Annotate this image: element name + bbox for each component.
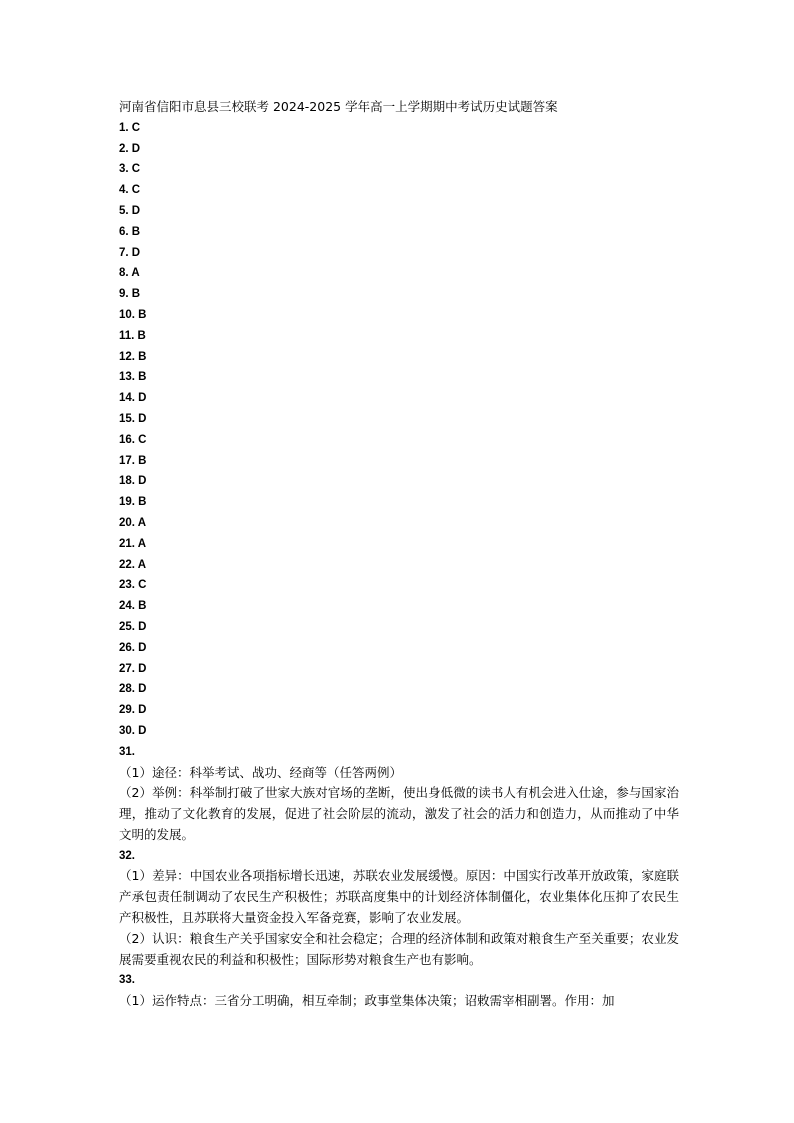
question-32 [119,846,679,971]
question-number: 33. [119,974,135,987]
answer-list [119,118,679,742]
answer-document [119,97,679,1012]
answer-paragraph: （1）运作特点：三省分工明确，相互牵制；政事堂集体决策；诏敕需宰相副署。作用：加 [119,993,615,1009]
answer-item: 17. B [119,454,147,467]
answer-item: 12. B [119,350,147,363]
answer-item: 8. A [119,267,140,280]
answer-item: 13. B [119,371,147,384]
question-number: 32. [119,849,135,862]
answer-item: 29. D [119,704,147,717]
answer-item: 28. D [119,683,147,696]
answer-paragraph: （1）差异：中国农业各项指标增长迅速，苏联农业发展缓慢。原因：中国实行改革开放政策，家庭联产承包责任制调动了农民生产积极性；苏联高度集中的计划经济体制僵化，农业集体化压抑了农民生产积极性，且苏联将大量资金投入军备竞赛，影响了农业发展。 [119,868,679,926]
answer-item: 1. C [119,121,141,134]
answer-item: 10. B [119,308,147,321]
answer-item: 7. D [119,246,141,259]
answer-paragraph: （2）举例：科举制打破了世家大族对官场的垄断，使出身低微的读书人有机会进入仕途，参与国家治理，推动了文化教育的发展，促进了社会阶层的流动，激发了社会的活力和创造力，从而推动了中华文明的发展。 [119,785,679,842]
answer-item: 21. A [119,537,147,550]
question-33 [119,970,679,1012]
document-title: 河南省信阳市息县三校联考 2024-2025 学年高一上学期期中考试历史试题答案 [119,99,558,114]
answer-paragraph: （1）途径：科举考试、战功、经商等（任答两例） [119,764,402,780]
answer-item: 4. C [119,184,141,197]
question-number: 31. [119,745,135,758]
answer-item: 18. D [119,475,147,488]
answer-item: 25. D [119,620,147,633]
answer-item: 2. D [119,142,141,155]
question-31 [119,742,679,846]
answer-item: 5. D [119,204,141,217]
answer-item: 11. B [119,329,146,342]
answer-item: 26. D [119,641,147,654]
answer-item: 16. C [119,433,147,446]
answer-item: 19. B [119,496,147,509]
answer-item: 14. D [119,392,147,405]
answer-paragraph: （2）认识：粮食生产关乎国家安全和社会稳定；合理的经济体制和政策对粮食生产至关重要；农业发展需要重视农民的利益和积极性；国际形势对粮食生产也有影响。 [119,930,679,967]
answer-item: 9. B [119,288,141,301]
answer-item: 24. B [119,600,147,613]
answer-item: 15. D [119,412,147,425]
answer-item: 22. A [119,558,147,571]
answer-item: 3. C [119,163,141,176]
answer-item: 6. B [119,225,141,238]
answer-item: 30. D [119,724,147,737]
answer-item: 27. D [119,662,147,675]
answer-item: 20. A [119,516,147,529]
answer-item: 23. C [119,579,147,592]
